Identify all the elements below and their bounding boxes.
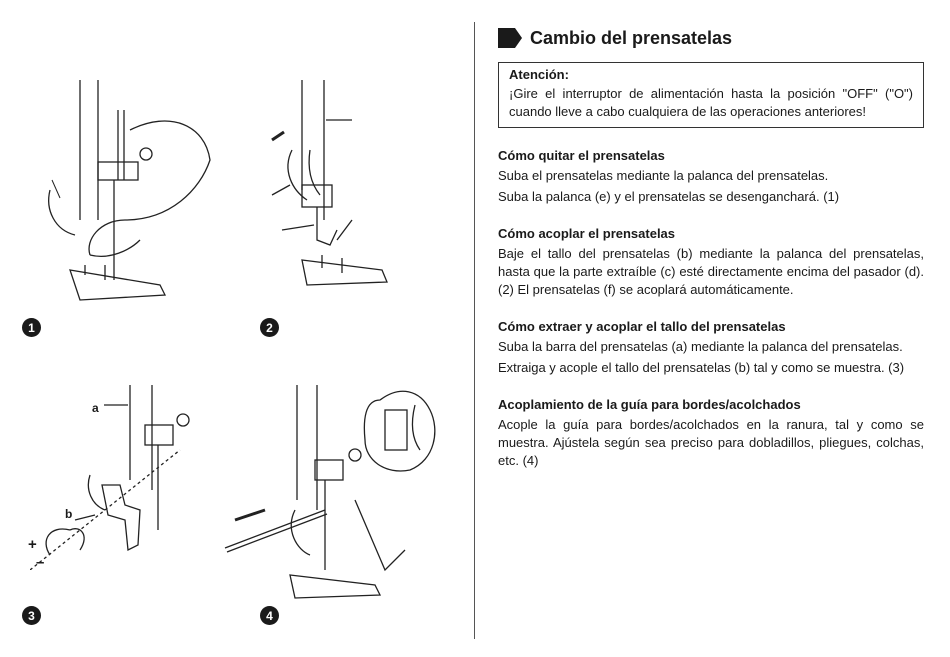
figure-4-illustration: [215, 380, 455, 600]
figure-1-number: 1: [22, 318, 41, 337]
figure-3-label-minus: –: [36, 554, 45, 571]
attention-box: [498, 62, 924, 128]
figure-2-number: 2: [260, 318, 279, 337]
section-heading: Acoplamiento de la guía para bordes/acolchados: [498, 397, 801, 412]
figure-3-number: 3: [22, 606, 41, 625]
figure-2-illustration: [262, 70, 462, 310]
section-heading: Cómo extraer y acoplar el tallo del prensatelas: [498, 319, 786, 334]
section-shank: [498, 319, 924, 377]
attention-heading: Atención:: [509, 67, 569, 82]
section-heading: Cómo quitar el prensatelas: [498, 148, 665, 163]
title-marker-icon: [498, 28, 522, 48]
section-paragraph: Acople la guía para bordes/acolchados en la ranura, tal y como se muestra. Ajústela según sea preciso para dobladillos, pliegues, colchas, etc. (4): [498, 417, 924, 468]
section-paragraph: Baje el tallo del prensatelas (b) mediante la palanca del prensatelas, hasta que la parte extraíble (c) esté directamente encima del pasador (d). (2) El prensatelas (f) se acoplará automáticamente.: [498, 246, 924, 297]
section-title-row: [498, 24, 924, 52]
section-remove-foot: [498, 148, 924, 206]
figure-3-label-a: a: [92, 401, 99, 415]
instructions-column: [498, 24, 924, 473]
section-paragraph: Suba el prensatelas mediante la palanca del prensatelas.: [498, 168, 829, 183]
figure-3-illustration: [30, 380, 230, 570]
figure-1-illustration: [30, 70, 230, 310]
section-paragraph: Extraiga y acople el tallo del prensatelas (b) tal y como se muestra. (3): [498, 360, 905, 375]
figure-4-number: 4: [260, 606, 279, 625]
section-paragraph: Suba la palanca (e) y el prensatelas se desenganchará. (1): [498, 189, 840, 204]
column-divider: [474, 22, 475, 639]
section-attach-foot: [498, 226, 924, 299]
page-title: Cambio del prensatelas: [530, 27, 733, 48]
section-heading: Cómo acoplar el prensatelas: [498, 226, 676, 241]
attention-text: ¡Gire el interruptor de alimentación hasta la posición "OFF" ("O") cuando lleve a cabo cualquiera de las operaciones anteriores!: [509, 86, 913, 119]
figure-3-label-plus: +: [28, 536, 37, 553]
section-edge-guide: [498, 397, 924, 470]
figure-3-label-b: b: [65, 507, 73, 521]
section-paragraph: Suba la barra del prensatelas (a) mediante la palanca del prensatelas.: [498, 339, 903, 354]
